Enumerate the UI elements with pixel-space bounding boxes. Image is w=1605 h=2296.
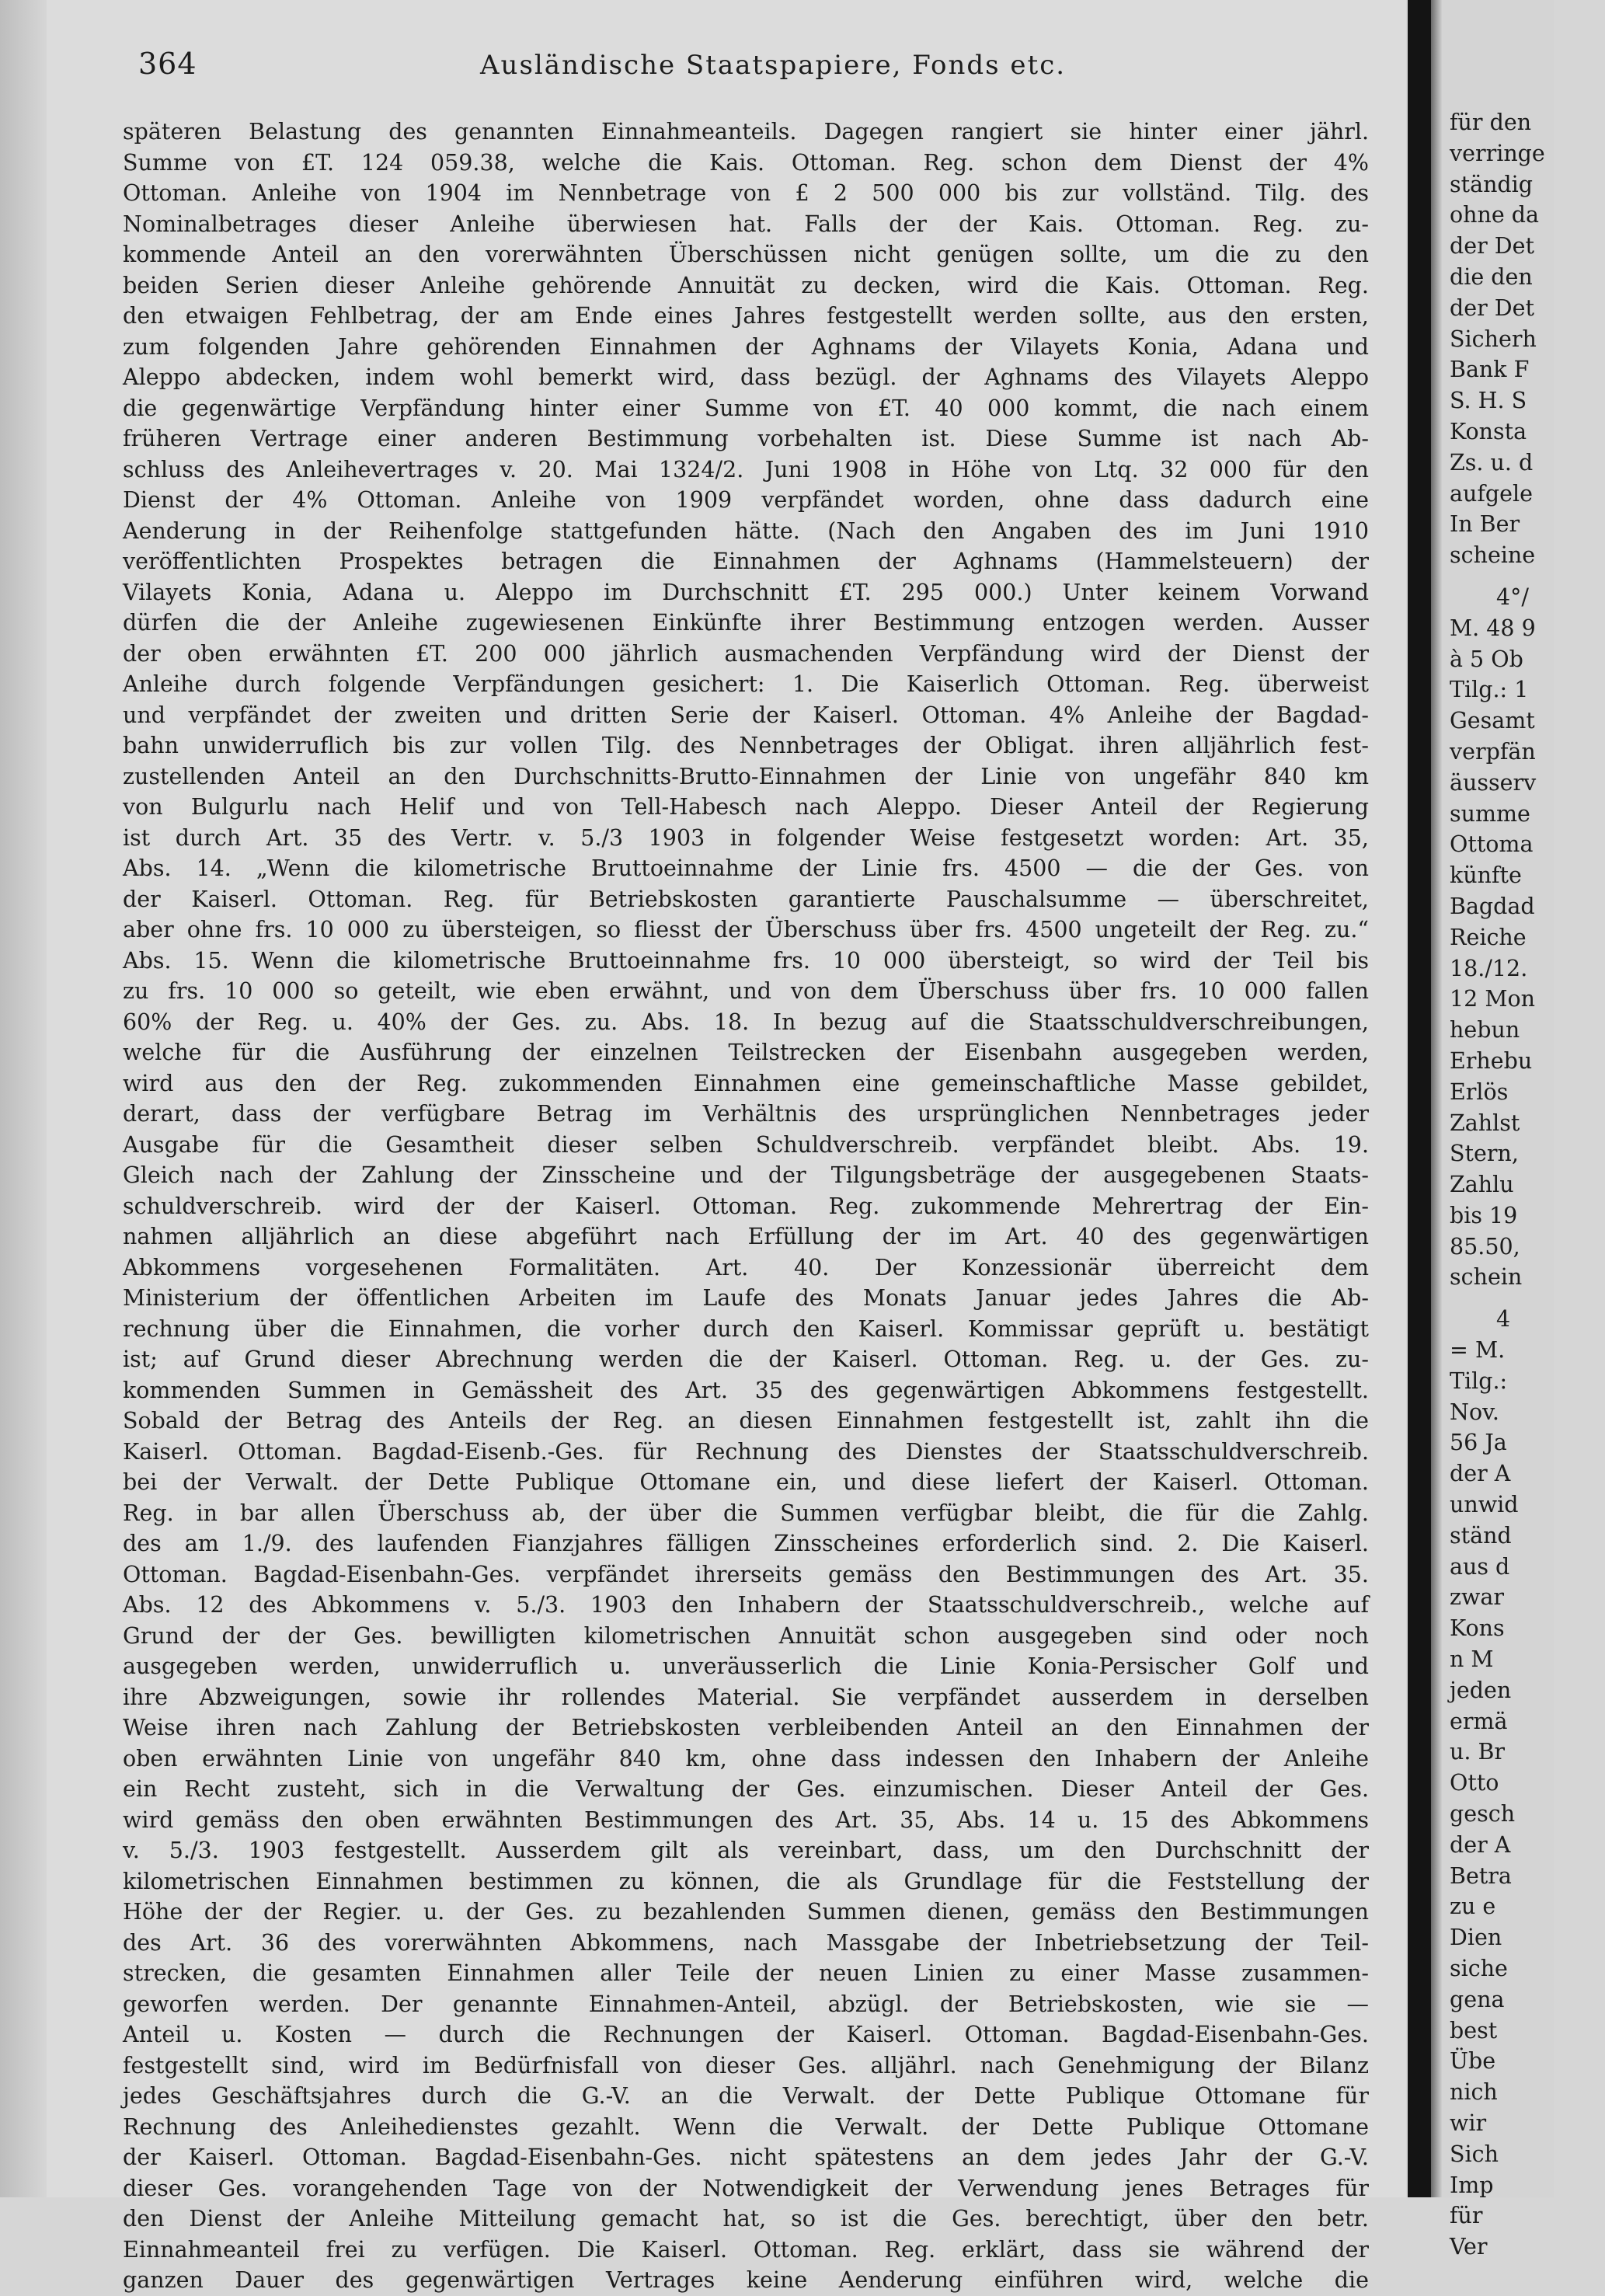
adjacent-text-fragment: 4: [1496, 1306, 1511, 1333]
text-line: ist durch Art. 35 des Vertr. v. 5./3 1903 in folgender Weise festgesetzt worden: Art. 35,: [123, 824, 1369, 851]
adjacent-text-fragment: Bank F: [1450, 357, 1530, 383]
adjacent-text-fragment: Nov.: [1450, 1399, 1499, 1425]
text-line: späteren Belastung des genannten Einnahmeanteils. Dagegen rangiert sie hinter einer jährl.: [123, 119, 1369, 145]
adjacent-text-fragment: ständig: [1450, 171, 1534, 197]
text-line: ihre Abzweigungen, sowie ihr rollendes Material. Sie verpfändet ausserdem in derselben: [123, 1684, 1369, 1710]
adjacent-text-fragment: hebun: [1450, 1017, 1520, 1043]
text-line: welche für die Ausführung der einzelnen Teilstrecken der Eisenbahn ausgegeben werden,: [123, 1040, 1369, 1065]
text-line: früheren Vertrage einer anderen Bestimmung vorbehalten ist. Diese Summe ist nach Ab-: [123, 426, 1369, 451]
adjacent-text-fragment: bis 19: [1450, 1202, 1518, 1228]
adjacent-text-fragment: Konsta: [1450, 418, 1527, 444]
adjacent-text-fragment: der Det: [1450, 233, 1534, 260]
text-line: Ottoman. Anleihe von 1904 im Nennbetrage von £ 2 500 000 bis zur vollständ. Tilg. des: [123, 180, 1369, 206]
adjacent-text-fragment: Dien: [1450, 1925, 1502, 1951]
text-line: kommende Anteil an den vorerwähnten Überschüssen nicht genügen sollte, um die zu den: [123, 242, 1369, 267]
text-line: Höhe der der Regier. u. der Ges. zu bezahlenden Summen dienen, gemäss den Bestimmungen: [123, 1899, 1369, 1925]
adjacent-text-fragment: Zahlu: [1450, 1172, 1514, 1198]
page-header: [138, 47, 1381, 93]
adjacent-text-fragment: M. 48 9: [1450, 615, 1536, 641]
text-line: die gegenwärtige Verpfändung hinter einer Summe von £T. 40 000 kommt, die nach einem: [123, 395, 1369, 421]
adjacent-text-fragment: der A: [1450, 1461, 1511, 1487]
adjacent-text-fragment: best: [1450, 2017, 1498, 2043]
adjacent-text-fragment: 56 Ja: [1450, 1430, 1507, 1456]
text-line: 60% der Reg. u. 40% der Ges. zu. Abs. 18. In bezug auf die Staatsschuldverschreibungen,: [123, 1009, 1369, 1035]
text-line: beiden Serien dieser Anleihe gehörende Annuität zu decken, wird die Kais. Ottoman. Reg.: [123, 272, 1369, 298]
adjacent-text-fragment: Reiche: [1450, 924, 1527, 950]
running-head: Ausländische Staatspapiere, Fonds etc.: [480, 50, 1067, 81]
text-line: wird aus den der Reg. zukommenden Einnahmen eine gemeinschaftliche Masse gebildet,: [123, 1070, 1369, 1096]
text-line: dieser Ges. vorangehenden Tage von der Notwendigkeit der Verwendung jenes Betrages für: [123, 2175, 1369, 2201]
text-line: Grund der der Ges. bewilligten kilometrischen Annuität schon ausgegeben sind oder noch: [123, 1622, 1369, 1649]
adjacent-text-fragment: 18./12.: [1450, 955, 1528, 981]
adjacent-text-fragment: Sicherh: [1450, 326, 1537, 352]
text-line: wird gemäss den oben erwähnten Bestimmungen des Art. 35, Abs. 14 u. 15 des Abkommens: [123, 1806, 1369, 1833]
text-line: kommenden Summen in Gemässheit des Art. 35 des gegenwärtigen Abkommens festgestellt.: [123, 1377, 1369, 1403]
text-line: Einnahmeanteil frei zu verfügen. Die Kaiserl. Ottoman. Reg. erklärt, dass sie während der: [123, 2236, 1369, 2263]
text-line: derart, dass der verfügbare Betrag im Verhältnis des ursprünglichen Nennbetrages jeder: [123, 1101, 1369, 1127]
adjacent-text-fragment: zu e: [1450, 1894, 1496, 1920]
adjacent-text-fragment: S. H. S: [1450, 388, 1527, 414]
adjacent-text-fragment: Übe: [1450, 2048, 1496, 2075]
scan-edge-left: [0, 0, 47, 2197]
text-line: dürfen die der Anleihe zugewiesenen Einkünfte ihrer Bestimmung entzogen werden. Ausser: [123, 610, 1369, 636]
adjacent-text-fragment: Betra: [1450, 1862, 1512, 1889]
text-line: ist; auf Grund dieser Abrechnung werden die der Kaiserl. Ottoman. Reg. u. der Ges. zu-: [123, 1347, 1369, 1372]
adjacent-text-fragment: Bagdad: [1450, 893, 1535, 919]
gutter-shadow: [1431, 0, 1442, 2197]
adjacent-text-fragment: nich: [1450, 2079, 1498, 2106]
text-line: oben erwähnten Linie von ungefähr 840 km, ohne dass indessen den Inhabern der Anleihe: [123, 1745, 1369, 1772]
text-line: bei der Verwalt. der Dette Publique Ottomane ein, und diese liefert der Kaiserl. Ottoman.: [123, 1469, 1369, 1495]
text-line: strecken, die gesamten Einnahmen aller Teile der neuen Linien zu einer Masse zusammen-: [123, 1960, 1369, 1986]
text-line: Aenderung in der Reihenfolge stattgefunden hätte. (Nach den Angaben des im Juni 1910: [123, 517, 1369, 544]
adjacent-text-fragment: Erhebu: [1450, 1047, 1533, 1074]
adjacent-text-fragment: Zs. u. d: [1450, 449, 1534, 476]
adjacent-text-fragment: summe: [1450, 800, 1530, 827]
text-line: ganzen Dauer des gegenwärtigen Vertrages keine Aenderung einführen wird, welche die: [123, 2267, 1369, 2293]
text-line: Ottoman. Bagdad-Eisenbahn-Ges. verpfändet ihrerseits gemäss den Bestimmungen des Art. 35.: [123, 1561, 1369, 1587]
text-line: schluss des Anleihevertrages v. 20. Mai 1324/2. Juni 1908 in Höhe von Ltq. 32 000 für den: [123, 456, 1369, 483]
text-line: festgestellt sind, wird im Bedürfnisfall von dieser Ges. alljährl. nach Genehmigung der Bilanz: [123, 2052, 1369, 2078]
book-gutter: [1408, 0, 1431, 2197]
text-line: zustellenden Anteil an den Durchschnitts-Brutto-Einnahmen der Linie von ungefähr 840 km: [123, 763, 1369, 789]
adjacent-text-fragment: Zahlst: [1450, 1110, 1520, 1136]
text-line: von Bulgurlu nach Helif und von Tell-Habesch nach Aleppo. Dieser Anteil der Regierung: [123, 794, 1369, 820]
adjacent-text-fragment: Kons: [1450, 1615, 1505, 1642]
text-line: zu frs. 10 000 so geteilt, wie eben erwähnt, und von dem Überschuss über frs. 10 000 fallen: [123, 978, 1369, 1004]
text-line: v. 5./3. 1903 festgestellt. Ausserdem gilt als vereinbart, dass, um den Durchschnitt der: [123, 1838, 1369, 1863]
adjacent-text-fragment: der A: [1450, 1831, 1511, 1858]
adjacent-text-fragment: für: [1450, 2203, 1483, 2229]
adjacent-text-fragment: ermä: [1450, 1708, 1508, 1734]
adjacent-text-fragment: der Det: [1450, 294, 1534, 321]
text-line: jedes Geschäftsjahres durch die G.-V. an die Verwalt. der Dette Publique Ottomane für: [123, 2083, 1369, 2109]
text-line: Gleich nach der Zahlung der Zinsscheine und der Tilgungsbeträge der ausgegebenen Staats-: [123, 1162, 1369, 1188]
adjacent-text-fragment: verringe: [1450, 140, 1545, 166]
text-line: veröffentlichten Prospektes betragen die Einnahmen der Aghnams (Hammelsteuern) der: [123, 549, 1369, 574]
adjacent-text-fragment: Sich: [1450, 2141, 1499, 2167]
adjacent-text-fragment: künfte: [1450, 862, 1522, 889]
page-number: 364: [138, 47, 197, 81]
adjacent-text-fragment: gena: [1450, 1986, 1505, 2012]
adjacent-text-fragment: scheine: [1450, 542, 1536, 569]
text-line: Dienst der 4% Ottoman. Anleihe von 1909 verpfändet worden, ohne dass dadurch eine: [123, 487, 1369, 513]
adjacent-text-fragment: Ver: [1450, 2234, 1488, 2260]
text-line: den Dienst der Anleihe Mitteilung gemacht hat, so ist die Ges. berechtigt, über den betr.: [123, 2206, 1369, 2232]
adjacent-text-fragment: aufgele: [1450, 480, 1533, 507]
adjacent-text-fragment: ohne da: [1450, 202, 1540, 228]
text-line: geworfen werden. Der genannte Einnahmen-Anteil, abzügl. der Betriebskosten, wie sie —: [123, 1991, 1369, 2017]
text-line: nahmen alljährlich an diese abgeführt nach Erfüllung der im Art. 40 des gegenwärtigen: [123, 1224, 1369, 1249]
adjacent-text-fragment: n M: [1450, 1646, 1494, 1673]
adjacent-text-fragment: Ottoma: [1450, 831, 1534, 858]
text-line: ein Recht zusteht, sich in die Verwaltung der Ges. einzumischen. Dieser Anteil der Ges.: [123, 1776, 1369, 1802]
text-line: Anleihe durch folgende Verpfändungen gesichert: 1. Die Kaiserlich Ottoman. Reg. überweist: [123, 671, 1369, 697]
adjacent-text-fragment: Tilg.: 1: [1450, 677, 1529, 703]
text-line: Weise ihren nach Zahlung der Betriebskosten verbleibenden Anteil an den Einnahmen der: [123, 1715, 1369, 1740]
text-line: der Kaiserl. Ottoman. Reg. für Betriebskosten garantierte Pauschalsumme — überschreitet,: [123, 886, 1369, 912]
adjacent-text-fragment: u. Br: [1450, 1739, 1506, 1765]
text-line: und verpfändet der zweiten und dritten Serie der Kaiserl. Ottoman. 4% Anleihe der Bagdad-: [123, 702, 1369, 728]
text-line: Nominalbetrages dieser Anleihe überwiesen hat. Falls der der Kais. Ottoman. Reg. zu-: [123, 211, 1369, 237]
adjacent-text-fragment: die den: [1450, 263, 1533, 290]
text-line: Sobald der Betrag des Anteils der Reg. an diesen Einnahmen festgestellt ist, zahlt ihn die: [123, 1408, 1369, 1434]
adjacent-page-text: [1450, 107, 1605, 2263]
text-line: Vilayets Konia, Adana u. Aleppo im Durchschnitt £T. 295 000.) Unter keinem Vorwand: [123, 579, 1369, 605]
adjacent-text-fragment: Otto: [1450, 1770, 1499, 1796]
adjacent-text-fragment: jeden: [1450, 1677, 1512, 1703]
text-line: Abs. 12 des Abkommens v. 5./3. 1903 den Inhabern der Staatsschuldverschreib., welche auf: [123, 1592, 1369, 1618]
text-line: aber ohne frs. 10 000 zu übersteigen, so fliesst der Überschuss über frs. 4500 ungeteilt der Reg. zu.“: [123, 917, 1369, 942]
text-line: Anteil u. Kosten — durch die Rechnungen der Kaiserl. Ottoman. Bagdad-Eisenbahn-Ges.: [123, 2022, 1369, 2047]
text-line: Reg. in bar allen Überschuss ab, der über die Summen verfügbar bleibt, die für die Zahlg.: [123, 1500, 1369, 1526]
text-line: Rechnung des Anleihedienstes gezahlt. Wenn die Verwalt. der Dette Publique Ottomane: [123, 2113, 1369, 2140]
adjacent-text-fragment: 85.50,: [1450, 1233, 1520, 1259]
adjacent-text-fragment: 12 Mon: [1450, 986, 1536, 1012]
text-line: Ausgabe für die Gesamtheit dieser selben Schuldverschreib. verpfändet bleibt. Abs. 19.: [123, 1131, 1369, 1158]
adjacent-text-fragment: Stern,: [1450, 1141, 1519, 1167]
adjacent-text-fragment: Tilg.:: [1450, 1367, 1508, 1394]
adjacent-text-fragment: In Ber: [1450, 511, 1520, 538]
adjacent-text-fragment: ständ: [1450, 1522, 1512, 1549]
text-line: Abs. 15. Wenn die kilometrische Bruttoeinnahme frs. 10 000 übersteigt, so wird der Teil bis: [123, 947, 1369, 974]
main-text-block: [123, 117, 1369, 2296]
text-line: zum folgenden Jahre gehörenden Einnahmen der Aghnams der Vilayets Konia, Adana und: [123, 333, 1369, 360]
text-line: Abkommens vorgesehenen Formalitäten. Art. 40. Der Konzessionär überreicht dem: [123, 1254, 1369, 1280]
text-line: des Art. 36 des vorerwähnten Abkommens, nach Massgabe der Inbetriebsetzung der Teil-: [123, 1929, 1369, 1956]
text-line: den etwaigen Fehlbetrag, der am Ende eines Jahres festgestellt werden sollte, aus den ersten,: [123, 303, 1369, 329]
text-line: bahn unwiderruflich bis zur vollen Tilg. des Nennbetrages der Obligat. ihren alljährlich fest-: [123, 733, 1369, 758]
adjacent-text-fragment: schein: [1450, 1264, 1523, 1291]
text-line: Aleppo abdecken, indem wohl bemerkt wird, dass bezügl. der Aghnams des Vilayets Aleppo: [123, 364, 1369, 390]
adjacent-text-fragment: à 5 Ob: [1450, 646, 1523, 672]
text-line: ausgegeben werden, unwiderruflich u. unveräusserlich die Linie Konia-Persischer Golf und: [123, 1653, 1369, 1679]
text-line: Ministerium der öffentlichen Arbeiten im Laufe des Monats Januar jedes Jahres die Ab-: [123, 1285, 1369, 1311]
adjacent-text-fragment: aus d: [1450, 1553, 1510, 1580]
adjacent-text-fragment: = M.: [1450, 1337, 1506, 1364]
text-line: Summe von £T. 124 059.38, welche die Kais. Ottoman. Reg. schon dem Dienst der 4%: [123, 149, 1369, 176]
adjacent-text-fragment: gesch: [1450, 1801, 1516, 1827]
text-line: Kaiserl. Ottoman. Bagdad-Eisenb.-Ges. für Rechnung des Dienstes der Staatsschuldverschreib.: [123, 1438, 1369, 1465]
text-line: der oben erwähnten £T. 200 000 jährlich ausmachenden Verpfändung wird der Dienst der: [123, 640, 1369, 667]
text-line: schuldverschreib. wird der der Kaiserl. Ottoman. Reg. zukommende Mehrertrag der Ein-: [123, 1193, 1369, 1219]
text-line: kilometrischen Einnahmen bestimmen zu können, die als Grundlage für die Feststellung der: [123, 1868, 1369, 1894]
adjacent-text-fragment: unwid: [1450, 1492, 1519, 1518]
adjacent-page: [1442, 0, 1554, 2260]
adjacent-text-fragment: 4°/: [1496, 584, 1529, 610]
adjacent-text-fragment: äusserv: [1450, 769, 1537, 796]
text-line: Abs. 14. „Wenn die kilometrische Bruttoeinnahme der Linie frs. 4500 — die der Ges. von: [123, 855, 1369, 881]
adjacent-text-fragment: verpfän: [1450, 738, 1536, 765]
adjacent-text-fragment: Imp: [1450, 2172, 1494, 2198]
adjacent-text-fragment: Erlös: [1450, 1078, 1509, 1105]
adjacent-text-fragment: siche: [1450, 1956, 1508, 1982]
adjacent-text-fragment: wir: [1450, 2110, 1487, 2136]
text-line: der Kaiserl. Ottoman. Bagdad-Eisenbahn-Ges. nicht spätestens an dem jedes Jahr der G.-V.: [123, 2144, 1369, 2170]
text-line: rechnung über die Einnahmen, die vorher durch den Kaiserl. Kommissar geprüft u. bestätigt: [123, 1315, 1369, 1342]
adjacent-text-fragment: für den: [1450, 110, 1532, 135]
text-line: des am 1./9. des laufenden Fianzjahres fälligen Zinsscheines erforderlich sind. 2. Die Kaiserl.: [123, 1531, 1369, 1556]
adjacent-text-fragment: zwar: [1450, 1584, 1505, 1611]
adjacent-text-fragment: Gesamt: [1450, 708, 1535, 734]
